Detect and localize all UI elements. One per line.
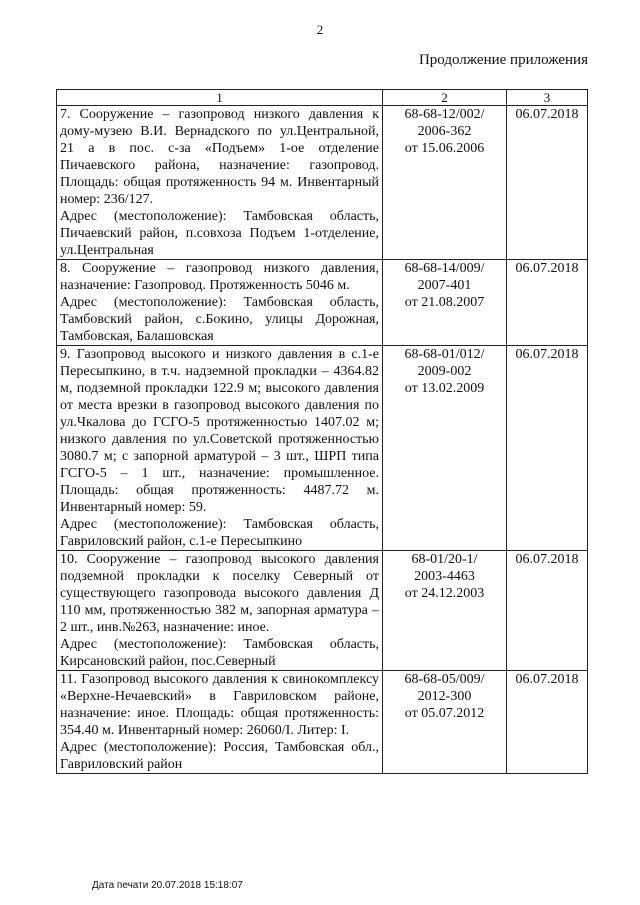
page-subtitle: Продолжение приложения [418, 52, 588, 68]
column-header: 1 [57, 90, 383, 106]
column-header: 3 [507, 90, 588, 106]
object-description: 9. Газопровод высокого и низкого давления в с.1-е Пересыпкино, в т.ч. надземной прокладки – 4364.82 м, подземной прокладки 122.9 м; высокого давления от места врезки в газопровод высокого давления по ул.Чкалова до ГСГО-5 протяженностью 1407.02 м; низкого давления по ул.Советской протяженностью 3080.7 м; с запорной арматурой – 3 шт., ШРП типа ГСГО-5 – 1 шт., назначение: промышленное. Площадь: общая протяженность: 4487.72 м. Инвентарный номер: 59. [60, 347, 379, 515]
object-description: 11. Газопровод высокого давления к свинокомплексу «Верхне-Нечаевский» в Гавриловском районе, назначение: иное. Площадь: общая протяженность: 354.40 м. Инвентарный номер: 26060/I. Литер: I. [60, 672, 379, 738]
registration-number-line: 68-01/20-1/ [411, 552, 478, 567]
registration-cell [383, 260, 507, 346]
registration-number-line: 2012-300 [417, 689, 472, 704]
registration-cell [383, 106, 507, 260]
object-address: Адрес (местоположение): Тамбовская область, Гавриловский район, с.1-е Пересыпкино [60, 517, 379, 549]
registration-date-line: от 13.02.2009 [404, 381, 485, 396]
object-description: 7. Сооружение – газопровод низкого давления к дому-музею В.И. Вернадского по ул.Центральной, 21 а в пос. с-за «Подъем» 1-ое отделение Пичаевского района, назначение: газопровод. Площадь: общая протяженность 94 м. Инвентарный номер: 236/127. [60, 107, 379, 207]
registration-number-line: 2003-4463 [414, 569, 475, 584]
record-date-cell: 06.07.2018 [507, 551, 588, 671]
record-date-cell: 06.07.2018 [507, 671, 588, 774]
column-header: 2 [383, 90, 507, 106]
object-description-cell [57, 671, 383, 774]
registration-cell [383, 346, 507, 551]
registration-number-line: 68-68-01/012/ [404, 347, 485, 362]
object-description-cell [57, 106, 383, 260]
print-date-footer: Дата печати 20.07.2018 15:18:07 [92, 880, 243, 891]
table-row [57, 106, 588, 260]
registration-cell [383, 671, 507, 774]
object-description: 10. Сооружение – газопровод высокого давления подземной прокладки к поселку Северный от существующего газопровода высокого давления Д 110 мм, протяженностью 382 м, запорная арматура – 2 шт., инв.№263, назначение: иное. [60, 552, 379, 635]
table-row [57, 260, 588, 346]
object-description-cell [57, 346, 383, 551]
record-date-cell: 06.07.2018 [507, 260, 588, 346]
registration-number-line: 2009-002 [417, 364, 472, 379]
object-description-cell [57, 551, 383, 671]
object-address: Адрес (местоположение): Тамбовская область, Пичаевский район, п.совхоза Подъем 1-отделение, ул.Центральная [60, 209, 379, 258]
registration-number-line: 2006-362 [417, 124, 472, 139]
table-row [57, 671, 588, 774]
object-description: 8. Сооружение – газопровод низкого давления, назначение: Газопровод. Протяженность 5046 м. [60, 261, 379, 293]
registration-number-line: 68-68-05/009/ [404, 672, 485, 687]
registration-number-line: 2007-401 [417, 278, 472, 293]
object-address: Адрес (местоположение): Тамбовская область, Кирсановский район, пос.Северный [60, 637, 379, 669]
registration-date-line: от 05.07.2012 [404, 706, 485, 721]
object-description-cell [57, 260, 383, 346]
registration-number-line: 68-68-14/009/ [404, 261, 485, 276]
registration-date-line: от 24.12.2003 [404, 586, 485, 601]
table-row [57, 551, 588, 671]
record-date-cell: 06.07.2018 [507, 106, 588, 260]
registration-date-line: от 21.08.2007 [404, 295, 485, 310]
object-address: Адрес (местоположение): Россия, Тамбовская обл., Гавриловский район [60, 740, 379, 772]
registration-number-line: 68-68-12/002/ [404, 107, 485, 122]
table-header-row [57, 90, 588, 106]
object-address: Адрес (местоположение): Тамбовская область, Тамбовский район, с.Бокино, улицы Дорожная, Тамбовская, Балашовская [60, 295, 379, 344]
records-table [56, 89, 588, 774]
record-date-cell: 06.07.2018 [507, 346, 588, 551]
table-row [57, 346, 588, 551]
registration-cell [383, 551, 507, 671]
page-number: 2 [316, 22, 324, 37]
registration-date-line: от 15.06.2006 [404, 141, 485, 156]
